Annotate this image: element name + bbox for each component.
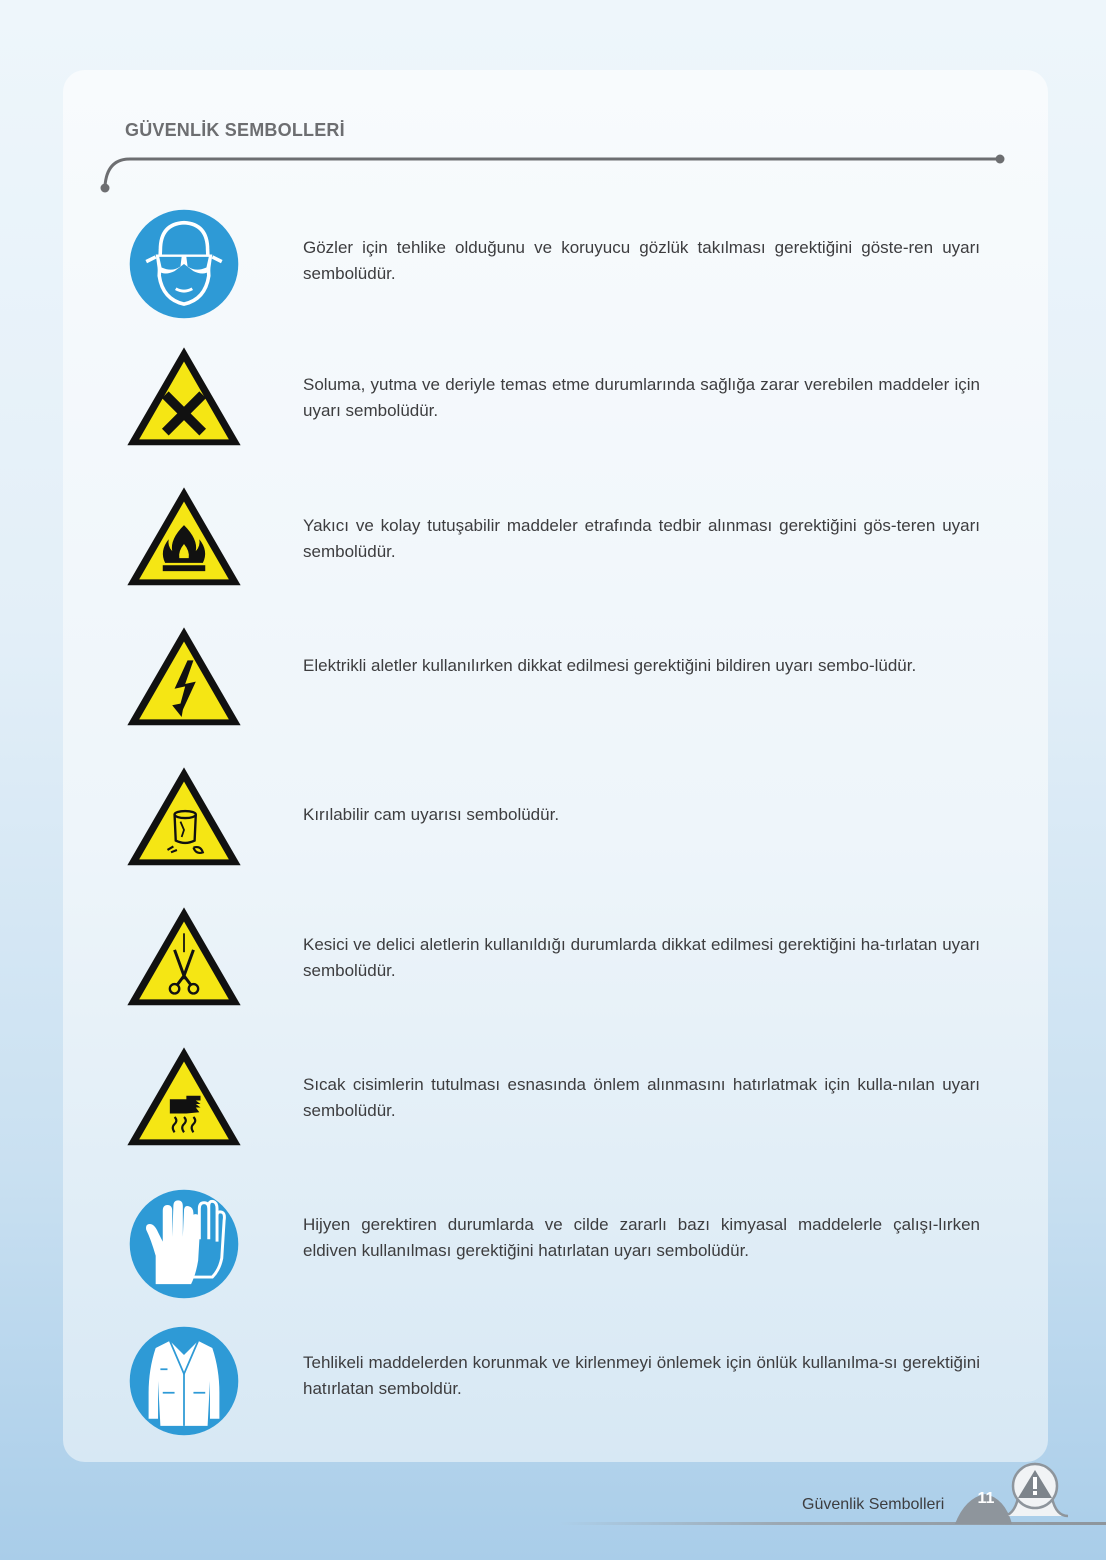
symbol-row	[125, 1185, 985, 1305]
safety-goggles-icon	[125, 205, 243, 323]
symbol-description: Tehlikeli maddelerden korunmak ve kirlenmeyi önlemek için önlük kullanılma-sı gerektiğini hatırlatan semboldür.	[303, 1353, 980, 1398]
gloves-icon	[125, 1185, 243, 1303]
symbol-row	[125, 625, 985, 745]
flammable-icon	[125, 485, 243, 603]
symbol-description: Elektrikli aletler kullanılırken dikkat edilmesi gerektiğini bildiren uyarı sembo-lüdür.	[303, 656, 917, 675]
warning-icon	[1000, 1458, 1070, 1518]
symbol-description: Gözler için tehlike olduğunu ve koruyucu gözlük takılması gerektiğini göste-ren uyarı sembolüdür.	[303, 238, 980, 283]
title-divider	[95, 150, 1015, 200]
symbol-row	[125, 1322, 985, 1442]
sharp-objects-icon	[125, 905, 243, 1023]
symbol-description: Hijyen gerektiren durumlarda ve cilde zararlı bazı kimyasal maddelerle çalışı-lırken eldiven kullanılması gerektiğini hatırlatan uyarı sembolüdür.	[303, 1215, 980, 1260]
symbol-row	[125, 345, 985, 465]
electrical-hazard-icon	[125, 625, 243, 743]
hot-surface-icon	[125, 1045, 243, 1163]
symbol-description: Yakıcı ve kolay tutuşabilir maddeler etrafında tedbir alınması gerektiğini gös-teren uyarı sembolüdür.	[303, 516, 980, 561]
page-number: 11	[977, 1490, 995, 1507]
symbol-description: Sıcak cisimlerin tutulması esnasında önlem alınmasını hatırlatmak için kulla-nılan uyarı sembolüdür.	[303, 1075, 980, 1120]
symbol-row	[125, 905, 985, 1025]
symbol-row	[125, 765, 985, 885]
footer-section-label: Güvenlik Sembolleri	[802, 1496, 945, 1513]
symbol-description: Kırılabilir cam uyarısı sembolüdür.	[303, 805, 560, 824]
symbol-row	[125, 1045, 985, 1165]
broken-glass-icon	[125, 765, 243, 883]
page-title: GÜVENLİK SEMBOLLERİ	[125, 120, 345, 140]
symbol-description: Kesici ve delici aletlerin kullanıldığı durumlarda dikkat edilmesi gerektiğini ha-tırlatan uyarı sembolüdür.	[303, 935, 980, 980]
symbol-row	[125, 485, 985, 605]
symbol-row	[125, 205, 985, 325]
lab-coat-icon	[125, 1322, 243, 1440]
symbol-description: Soluma, yutma ve deriyle temas etme durumlarında sağlığa zarar verebilen maddeler için uyarı sembolüdür.	[303, 375, 980, 420]
harmful-substance-icon	[125, 345, 243, 463]
